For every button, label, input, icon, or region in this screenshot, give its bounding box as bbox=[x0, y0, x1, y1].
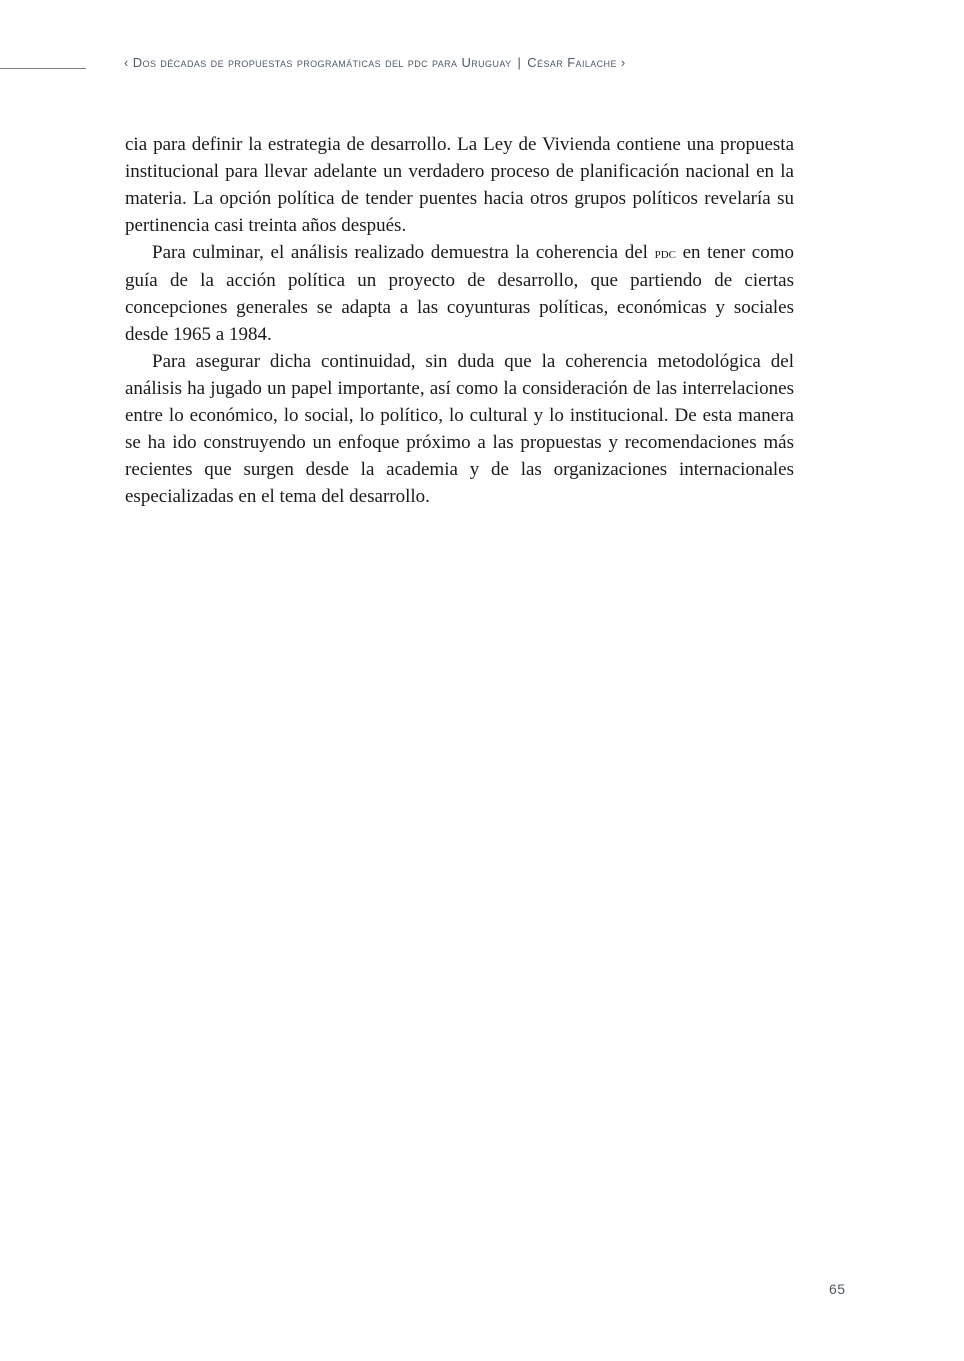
paragraph-3: Para asegurar dicha continuidad, sin duda que la coherencia metodológica del análisis ha jugado un papel importante, así como la consideración de las interrelaciones entre lo económico, lo social, lo político, lo cultural y lo institucional. De esta manera se ha ido construyendo un enfoque próximo a las propuestas y recomendaciones más recientes que surgen desde la academia y de las organizaciones internacionales especializadas en el tema del desarrollo. bbox=[125, 351, 794, 507]
page-number: 65 bbox=[829, 1281, 846, 1297]
header-author: César Failache bbox=[527, 55, 617, 70]
header-separator: | bbox=[517, 55, 522, 70]
paragraph-2-after: en tener como guía de la acción política un proyecto de desarrollo, que partiendo de ciertas concepciones generales se adapta a las coyunturas políticas, económicas y sociales desde 1965 a 1984. bbox=[125, 242, 794, 345]
header-rule bbox=[0, 68, 86, 69]
header-open-bracket: ‹ bbox=[124, 55, 129, 70]
paragraph-2 bbox=[125, 239, 794, 348]
body-text bbox=[125, 131, 794, 510]
running-header bbox=[124, 55, 884, 70]
paragraph-1: cia para definir la estrategia de desarrollo. La Ley de Vivienda contiene una propuesta institucional para llevar adelante un verdadero proceso de planificación nacional en la materia. La opción política de tender puentes hacia otros grupos políticos revelaría su pertinencia casi treinta años después. bbox=[125, 134, 794, 236]
paragraph-2-before: Para culminar, el análisis realizado demuestra la coherencia del bbox=[152, 242, 655, 263]
header-close-bracket: › bbox=[620, 55, 626, 70]
header-title: Dos décadas de propuestas programáticas del pdc para Uruguay bbox=[132, 55, 512, 70]
pdc-abbreviation: pdc bbox=[654, 245, 676, 262]
